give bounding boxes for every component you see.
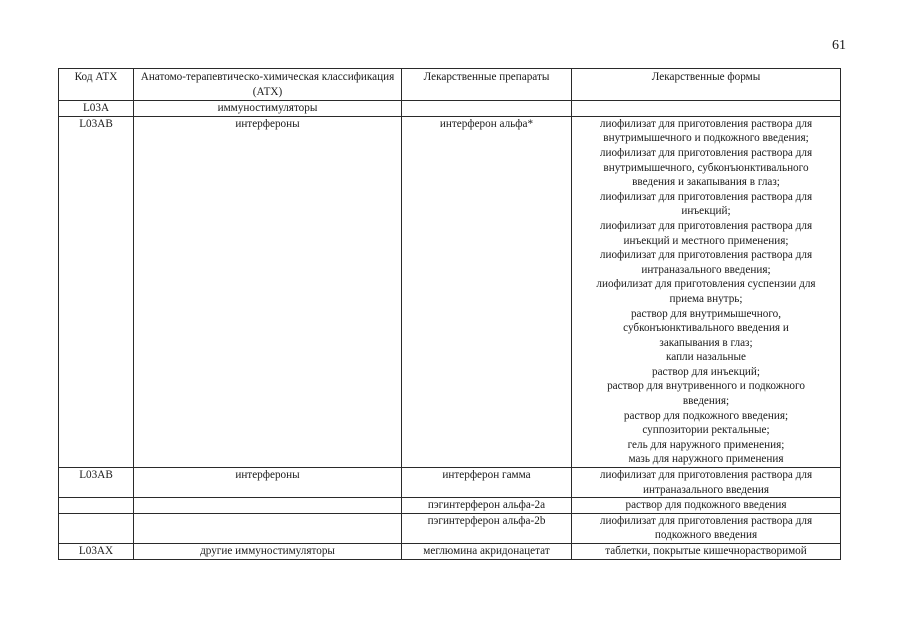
- form-line: лиофилизат для приготовления раствора для: [599, 469, 813, 482]
- form-line: мазь для наружного применения: [628, 453, 784, 466]
- form-line: субконъюнктивального введения и: [623, 322, 789, 335]
- form-line: гель для наружного применения;: [627, 438, 785, 451]
- form-line: введения;: [682, 395, 730, 408]
- form-line: интраназального введения: [642, 483, 770, 496]
- cell-code: L03AX: [59, 544, 134, 560]
- header-forms: Лекарственные формы: [572, 69, 841, 101]
- table-row: [59, 498, 841, 514]
- form-line: лиофилизат для приготовления суспензии для: [596, 278, 816, 291]
- form-line: интраназального введения;: [641, 263, 771, 276]
- cell-drug: интерферон гамма: [402, 468, 572, 498]
- form-line: внутримышечного, субконъюнктивального: [603, 161, 809, 174]
- table-row: [59, 101, 841, 117]
- table-row: [59, 116, 841, 467]
- header-classification: Анатомо-терапевтическо-химическая классификация (АТХ): [134, 69, 402, 101]
- cell-classification: иммуностимуляторы: [134, 101, 402, 117]
- header-code: Код АТХ: [59, 69, 134, 101]
- form-line: раствор для внутримышечного,: [630, 307, 782, 320]
- form-line: инъекций и местного применения;: [623, 234, 789, 247]
- form-line: раствор для подкожного введения;: [623, 409, 789, 422]
- cell-forms: [572, 498, 841, 514]
- cell-code: L03A: [59, 101, 134, 117]
- form-line: инъекций;: [681, 205, 731, 218]
- form-line: капли назальные: [665, 351, 747, 364]
- form-line: таблетки, покрытые кишечнорастворимой: [605, 545, 807, 557]
- cell-classification: другие иммуностимуляторы: [134, 544, 402, 560]
- table-row: [59, 544, 841, 560]
- form-line: раствор для инъекций;: [651, 365, 761, 378]
- form-line: введения и закапывания в глаз;: [632, 176, 780, 189]
- form-line: раствор для внутривенного и подкожного: [607, 380, 805, 393]
- form-line: лиофилизат для приготовления раствора для: [599, 514, 813, 527]
- form-line: раствор для подкожного введения: [625, 499, 787, 512]
- form-line: внутримышечного и подкожного введения;: [603, 132, 809, 145]
- form-line: лиофилизат для приготовления раствора для: [599, 249, 813, 262]
- cell-code: [59, 513, 134, 543]
- form-line: суппозитории ректальные;: [642, 424, 770, 437]
- form-line: закапывания в глаз;: [659, 336, 753, 349]
- cell-classification: интерфероны: [134, 468, 402, 498]
- form-line: приема внутрь;: [669, 292, 743, 305]
- atx-table: [58, 68, 841, 560]
- cell-drug: пэгинтерферон альфа-2a: [402, 498, 572, 514]
- form-line: лиофилизат для приготовления раствора для: [599, 146, 813, 159]
- cell-code: [59, 498, 134, 514]
- cell-classification: интерфероны: [134, 116, 402, 467]
- form-line: лиофилизат для приготовления раствора для: [599, 219, 813, 232]
- cell-classification: [134, 513, 402, 543]
- table-row: [59, 513, 841, 543]
- cell-forms: [572, 544, 841, 560]
- cell-classification: [134, 498, 402, 514]
- table-header-row: [59, 69, 841, 101]
- form-line: лиофилизат для приготовления раствора для: [599, 117, 813, 130]
- form-line: лиофилизат для приготовления раствора для: [599, 190, 813, 203]
- cell-code: L03AB: [59, 468, 134, 498]
- cell-code: L03AB: [59, 116, 134, 467]
- table-row: [59, 468, 841, 498]
- cell-forms: [572, 116, 841, 467]
- cell-forms: [572, 513, 841, 543]
- form-line: подкожного введения: [654, 529, 758, 542]
- cell-forms: [572, 468, 841, 498]
- table-body: [59, 101, 841, 559]
- cell-drug: [402, 101, 572, 117]
- cell-drug: пэгинтерферон альфа-2b: [402, 513, 572, 543]
- cell-drug: меглюмина акридонацетат: [402, 544, 572, 560]
- header-drugs: Лекарственные препараты: [402, 69, 572, 101]
- page-number: 61: [832, 38, 846, 53]
- cell-forms: [572, 101, 841, 117]
- cell-drug: интерферон альфа*: [402, 116, 572, 467]
